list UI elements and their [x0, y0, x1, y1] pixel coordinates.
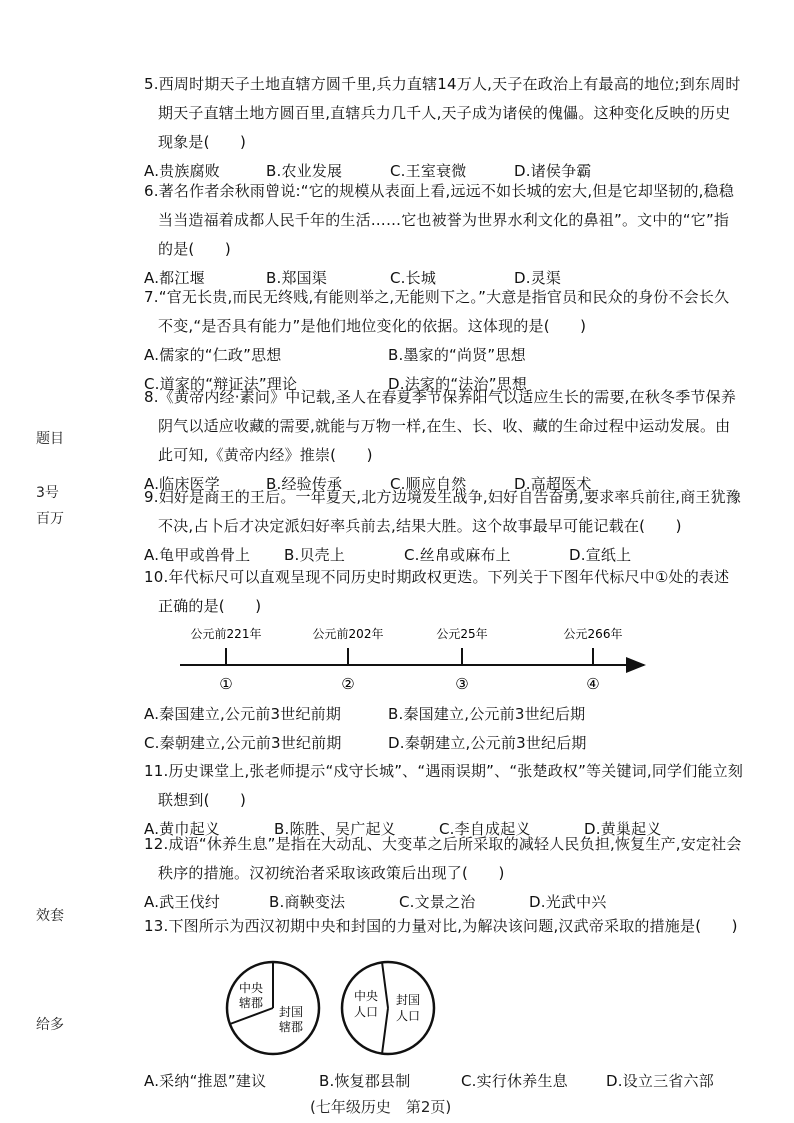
option-c[interactable]: C.文景之治: [399, 893, 476, 911]
option-a[interactable]: A.贵族腐败: [144, 162, 220, 180]
option-b[interactable]: B.秦国建立,公元前3世纪后期: [388, 705, 586, 723]
timeline-tick-label: 公元266年: [563, 627, 623, 641]
pie-large-label: 封国: [278, 1005, 304, 1019]
question-6: [144, 177, 744, 293]
question-number: 9.: [144, 488, 159, 506]
option-b[interactable]: B.商鞅变法: [269, 893, 346, 911]
option-c[interactable]: C.李自成起义: [439, 820, 531, 838]
option-c[interactable]: C.顺应自然: [390, 475, 467, 493]
question-13: [144, 912, 744, 941]
question-10: [144, 563, 744, 621]
timeline-tick-label: 公元前202年: [312, 627, 384, 641]
question-number: 7.: [144, 288, 159, 306]
margin-note: 百万: [36, 511, 64, 527]
question-number: 5.: [144, 75, 159, 93]
option-b[interactable]: B.陈胜、吴广起义: [274, 820, 396, 838]
question-12: [144, 830, 744, 917]
timeline-marker: ④: [586, 675, 600, 693]
option-b[interactable]: B.经验传承: [266, 475, 343, 493]
question-5: [144, 70, 744, 186]
option-a[interactable]: A.都江堰: [144, 269, 205, 287]
question-stem: 历史课堂上,张老师提示“戍守长城”、“遇雨误期”、“张楚政权”等关键词,同学们能立刻联想到( ): [158, 762, 744, 809]
page-footer: (七年级历史 第2页): [310, 1098, 452, 1116]
option-d[interactable]: D.高超医术: [514, 475, 592, 493]
options-row: [144, 729, 744, 758]
option-c[interactable]: C.实行休养生息: [461, 1072, 568, 1090]
question-stem: 著名作者余秋雨曾说:“它的规模从表面上看,远远不如长城的宏大,但是它却坚韧的,稳稳当当造福着成都人民千年的生活……它也被誉为世界水利文化的鼻祖”。文中的“它”指的是( ): [158, 182, 735, 258]
option-a[interactable]: A.黄巾起义: [144, 820, 220, 838]
question-number: 13.: [144, 917, 169, 935]
option-d[interactable]: D.设立三省六部: [606, 1072, 714, 1090]
question-stem: 年代标尺可以直观呈现不同历史时期政权更迭。下列关于下图年代标尺中①处的表述正确的是( ): [158, 568, 730, 615]
option-d[interactable]: D.诸侯争霸: [514, 162, 592, 180]
option-b[interactable]: B.贝壳上: [284, 546, 346, 564]
option-a[interactable]: A.采纳“推恩”建议: [144, 1072, 267, 1090]
pie-small-label: 中央: [238, 981, 264, 995]
question-7: [144, 283, 744, 399]
pie-small-label: 辖郡: [238, 996, 264, 1010]
option-b[interactable]: B.郑国渠: [266, 269, 328, 287]
margin-note: 3号: [36, 485, 59, 501]
question-number: 10.: [144, 568, 169, 586]
option-c[interactable]: C.王室衰微: [390, 162, 467, 180]
question-13-options: [144, 1067, 744, 1096]
pie-large-label: 封国: [395, 993, 421, 1007]
option-d[interactable]: D.宣纸上: [569, 546, 632, 564]
timeline-marker: ③: [455, 675, 469, 693]
options-row: [144, 1067, 744, 1096]
power-comparison-diagram: [225, 958, 465, 1058]
question-number: 11.: [144, 762, 169, 780]
question-number: 6.: [144, 182, 159, 200]
option-b[interactable]: B.农业发展: [266, 162, 343, 180]
question-stem: 下图所示为西汉初期中央和封国的力量对比,为解决该问题,汉武帝采取的措施是( ): [168, 917, 738, 935]
timeline-tick-label: 公元25年: [436, 627, 488, 641]
option-a[interactable]: A.武王伐纣: [144, 893, 220, 911]
option-a[interactable]: A.龟甲或兽骨上: [144, 546, 251, 564]
question-stem: 《黄帝内经·素问》中记载,圣人在春夏季节保养阳气以适应生长的需要,在秋冬季节保养阴气以适应收藏的需要,就能与万物一样,在生、长、收、藏的生命过程中运动发展。由此可知,《黄帝内经》推崇( ): [158, 388, 737, 464]
pie-small-label: 中央: [353, 989, 379, 1003]
margin-note: 效套: [36, 908, 64, 924]
question-stem: 妇好是商王的王后。一年夏天,北方边境发生战争,妇好自告奋勇,要求率兵前往,商王犹豫不决,占卜后才决定派妇好率兵前去,结果大胜。这个故事最早可能记载在( ): [158, 488, 741, 535]
question-stem: 西周时期天子土地直辖方圆千里,兵力直辖14万人,天子在政治上有最高的地位;到东周时期天子直辖土地方圆百里,直辖兵力几千人,天子成为诸侯的傀儡。这种变化反映的历史现象是( ): [158, 75, 741, 151]
pie-large-label: 人口: [395, 1009, 421, 1023]
question-stem: 成语“休养生息”是指在大动乱、大变革之后所采取的减轻人民负担,恢复生产,安定社会秩序的措施。汉初统治者采取该政策后出现了( ): [158, 835, 742, 882]
option-c[interactable]: C.秦朝建立,公元前3世纪前期: [144, 734, 342, 752]
option-d[interactable]: D.灵渠: [514, 269, 562, 287]
question-9: [144, 483, 744, 570]
question-stem: “官无长贵,而民无终贱,有能则举之,无能则下之。”大意是指官员和民众的身份不会长久不变,“是否具有能力”是他们地位变化的依据。这体现的是( ): [158, 288, 730, 335]
option-c[interactable]: C.丝帛或麻布上: [404, 546, 511, 564]
question-10-options: [144, 700, 744, 758]
option-d[interactable]: D.黄巢起义: [584, 820, 662, 838]
pie-territory: [227, 962, 319, 1054]
question-8: [144, 383, 744, 499]
option-b[interactable]: B.恢复郡县制: [319, 1072, 411, 1090]
question-number: 8.: [144, 388, 159, 406]
margin-note: 给多: [36, 1017, 64, 1033]
option-c[interactable]: C.道家的“辩证法”理论: [144, 375, 298, 393]
margin-note: 题目: [36, 431, 64, 447]
option-a[interactable]: A.秦国建立,公元前3世纪前期: [144, 705, 342, 723]
option-c[interactable]: C.长城: [390, 269, 437, 287]
pie-large-label: 辖郡: [278, 1020, 304, 1034]
option-a[interactable]: A.临床医学: [144, 475, 220, 493]
option-d[interactable]: D.秦朝建立,公元前3世纪后期: [388, 734, 587, 752]
options-row: [144, 341, 744, 370]
options-row: [144, 700, 744, 729]
timeline-marker: ①: [219, 675, 233, 693]
option-b[interactable]: B.墨家的“尚贤”思想: [388, 346, 526, 364]
pie-small-label: 人口: [353, 1005, 379, 1019]
option-d[interactable]: D.光武中兴: [529, 893, 607, 911]
timeline-ruler: [178, 620, 648, 695]
question-number: 12.: [144, 835, 169, 853]
pie-population: [342, 962, 434, 1054]
option-d[interactable]: D.法家的“法治”思想: [388, 375, 528, 393]
option-a[interactable]: A.儒家的“仁政”思想: [144, 346, 282, 364]
timeline-tick-label: 公元前221年: [190, 627, 262, 641]
timeline-marker: ②: [341, 675, 355, 693]
